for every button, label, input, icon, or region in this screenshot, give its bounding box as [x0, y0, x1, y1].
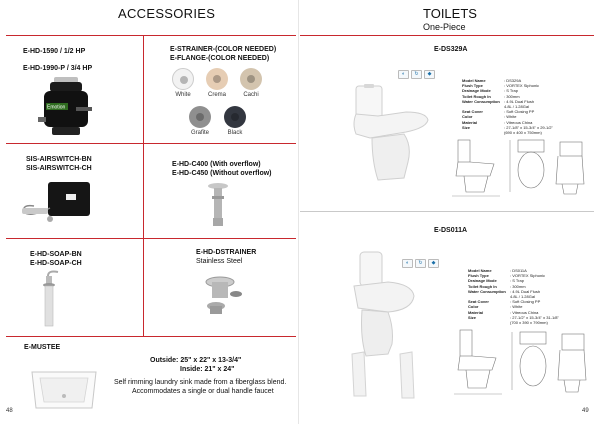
drain-model-1: E-HD-C400 (With overflow)	[172, 161, 261, 168]
spec-key: Size	[468, 314, 477, 320]
feature-icon: ↻	[411, 70, 422, 79]
spec-value: : VORTEX Siphonic	[504, 83, 540, 89]
spec-value: 4.8L / 1.28Gal	[510, 294, 535, 300]
mustee-inside-size: Inside: 21" x 24"	[180, 366, 235, 373]
toilet1-spec-table	[462, 78, 553, 135]
laundry-sink-image	[28, 366, 100, 414]
spec-key: Water Consumption	[468, 288, 506, 294]
spec-value: : 27-1/8" x 15-3/4" x 29-1/2"	[504, 124, 553, 130]
spec-row	[468, 320, 559, 325]
spec-key: Flush Type	[468, 273, 489, 279]
divider-row1	[6, 143, 296, 144]
feature-icon: ◆	[428, 259, 439, 268]
toilet2-technical-drawing	[452, 326, 592, 400]
swatch-grafite-label: Grafite	[190, 130, 209, 136]
spec-key: Water Consumption	[462, 98, 500, 104]
toilet1-model: E-DS329A	[434, 46, 468, 53]
soap-model-1: E-HD-SOAP-BN	[30, 251, 82, 258]
divider-row2	[6, 238, 296, 239]
soap-dispenser-image	[38, 270, 68, 328]
swatch-white-label: White	[175, 92, 191, 98]
page-gutter	[298, 0, 299, 424]
spec-value: 4.8L / 1.28Gal	[504, 104, 529, 110]
feature-icon: ↻	[415, 259, 426, 268]
spec-key: Drainage Mode	[468, 278, 497, 284]
feature-icon: ◐	[398, 70, 409, 79]
dstrainer-model: E-HD-DSTRAINER	[196, 249, 257, 256]
spec-value: : 27-1/2" x 15-3/4" x 31-1/8"	[510, 314, 559, 320]
spec-value: : S Trap	[504, 88, 519, 94]
accessories-title: ACCESSORIES	[118, 6, 216, 21]
feature-icon: ◆	[424, 70, 435, 79]
airswitch-model-2: SIS-AIRSWITCH-CH	[26, 165, 92, 172]
divider-row3	[6, 336, 296, 337]
spec-value: (700 x 390 x 790mm)	[510, 320, 548, 326]
swatch-cachi	[240, 68, 262, 90]
spec-key: Toilet Rough In	[468, 283, 497, 289]
spec-key: Flush Type	[462, 83, 483, 89]
divider-top-left	[6, 35, 296, 36]
spec-value: : Soft Closing PP	[510, 299, 541, 305]
pop-up-drain-image	[205, 182, 231, 230]
spec-value: : 300mm	[504, 93, 520, 99]
spec-key: Drainage Mode	[462, 88, 491, 94]
toilets-subtitle: One-Piece	[423, 22, 466, 32]
swatch-crema-label: Crema	[207, 92, 226, 98]
mustee-description-2: Accommodates a single or dual handle faucet	[132, 388, 274, 395]
disposal-strainer-image	[200, 272, 246, 318]
disposal-brand-text: Emotion	[47, 104, 66, 111]
disposal-model-1: E-HD-1590 / 1/2 HP	[23, 48, 86, 55]
spec-value: : Vitreous China	[504, 119, 533, 125]
airswitch-model-1: SIS-AIRSWITCH-BN	[26, 156, 92, 163]
swatch-white	[172, 68, 194, 90]
divider-vertical-left	[143, 35, 144, 336]
dstrainer-material: Stainless Steel	[196, 258, 243, 265]
spec-value: : DS011A	[510, 268, 527, 273]
spec-value: : White	[510, 304, 523, 310]
spec-value: : 300mm	[510, 283, 526, 289]
page-number-right: 49	[582, 408, 589, 414]
spec-key: Size	[462, 124, 471, 130]
spec-value: : 4.9L Dual Flush	[510, 288, 541, 294]
mustee-outside-size: Outside: 25" x 22" x 13-3/4"	[150, 357, 242, 364]
spec-value: : 4.9L Dual Flush	[504, 98, 535, 104]
toilet2-spec-table	[468, 268, 559, 325]
spec-value: (690 x 400 x 750mm)	[504, 130, 542, 136]
spec-value: : S Trap	[510, 278, 525, 284]
spec-key: Material	[462, 119, 478, 125]
mustee-model: E-MUSTEE	[24, 344, 61, 351]
flange-model: E-FLANGE-(COLOR NEEDED)	[170, 55, 270, 62]
spec-row	[462, 130, 553, 135]
spec-key: Seat Cover	[468, 299, 489, 305]
spec-key: Color	[462, 114, 473, 120]
spec-value: : VORTEX Siphonic	[510, 273, 546, 279]
strainer-model: E-STRAINER-(COLOR NEEDED)	[170, 46, 277, 53]
swatch-black	[224, 106, 246, 128]
spec-value: : Soft Closing PP	[504, 109, 535, 115]
spec-value: : DS329A	[504, 78, 522, 83]
airswitch-image	[20, 178, 100, 226]
spec-key: Seat Cover	[462, 109, 483, 115]
spec-key: Material	[468, 309, 484, 315]
spec-value: : Vitreous China	[510, 309, 539, 315]
divider-mid-right	[300, 211, 594, 212]
disposal-model-2: E-HD-1990-P / 3/4 HP	[23, 65, 93, 72]
spec-key: Model Name	[462, 78, 486, 83]
spec-key: Model Name	[468, 268, 492, 273]
soap-model-2: E-HD-SOAP-CH	[30, 260, 82, 267]
spec-value: : White	[504, 114, 517, 120]
toilets-title: TOILETS	[423, 6, 477, 21]
toilet1-technical-drawing	[450, 136, 590, 200]
spec-key: Color	[468, 304, 479, 310]
mustee-description-1: Self rimming laundry sink made from a fiberglass blend.	[114, 379, 287, 386]
swatch-cachi-label: Cachi	[243, 92, 259, 98]
swatch-black-label: Black	[227, 130, 243, 136]
toilet2-image	[348, 248, 428, 400]
drain-model-2: E-HD-C450 (Without overflow)	[172, 170, 272, 177]
page-number-left: 48	[6, 408, 13, 414]
feature-icon: ◐	[402, 259, 413, 268]
divider-top-right	[300, 35, 594, 36]
swatch-crema	[206, 68, 228, 90]
toilet2-model: E-DS011A	[434, 227, 468, 234]
swatch-grafite	[189, 106, 211, 128]
toilet1-feature-icons	[398, 70, 435, 79]
toilet1-image	[348, 80, 438, 188]
spec-key: Toilet Rough In	[462, 93, 491, 99]
garbage-disposal-image	[36, 77, 96, 139]
